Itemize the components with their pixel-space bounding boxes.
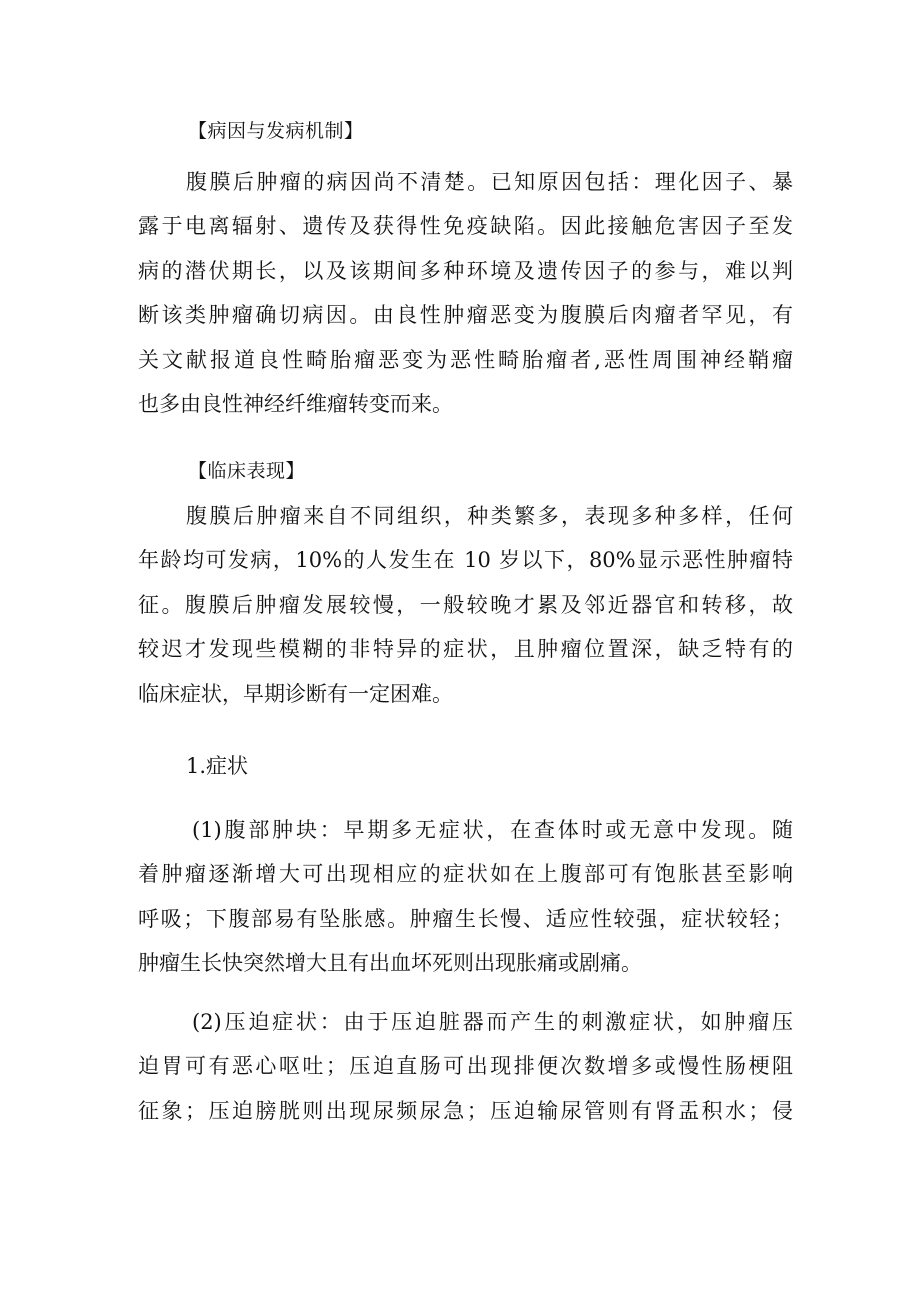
section-heading-etiology: 【病因与发病机制】 [188, 120, 364, 142]
paragraph-line: 也多由良性神经纤维瘤转变而来。 [138, 391, 453, 416]
list-item-compression [138, 1000, 793, 1133]
paragraph-etiology [138, 160, 793, 426]
paragraph-line: (1)腹部肿块：早期多无症状，在查体时或无意中发现。随 [192, 818, 793, 842]
list-item-abdominal-mass [138, 808, 793, 986]
paragraph-line: 腹膜后肿瘤的病因尚不清楚。已知原因包括：理化因子、暴 [186, 170, 793, 194]
paragraph-line: 关文献报道良性畸胎瘤恶变为恶性畸胎瘤者,恶性周围神经鞘瘤 [138, 347, 793, 372]
paragraph-line: 病的潜伏期长，以及该期间多种环境及遗传因子的参与，难以判 [138, 258, 793, 283]
paragraph-line: 较迟才发现些模糊的非特异的症状，且肿瘤位置深，缺乏特有的 [138, 637, 793, 662]
paragraph-line: 断该类肿瘤确切病因。由良性肿瘤恶变为腹膜后肉瘤者罕见，有 [138, 303, 793, 328]
subsection-heading-symptoms: 1.症状 [186, 754, 249, 778]
paragraph-line: (2)压迫症状：由于压迫脏器而产生的刺激症状，如肿瘤压 [192, 1010, 793, 1034]
paragraph-line: 呼吸；下腹部易有坠胀感。肿瘤生长慢、适应性较强，症状较轻； [138, 906, 793, 931]
paragraph-line: 露于电离辐射、遗传及获得性免疫缺陷。因此接触危害因子至发 [138, 214, 793, 239]
paragraph-line: 年龄均可发病，10%的人发生在 10 岁以下，80%显示恶性肿瘤特 [138, 548, 793, 573]
section-heading-clinical: 【临床表现】 [188, 460, 306, 482]
paragraph-line: 着肿瘤逐渐增大可出现相应的症状如在上腹部可有饱胀甚至影响 [138, 862, 793, 887]
paragraph-line: 临床症状，早期诊断有一定困难。 [138, 681, 453, 706]
paragraph-clinical [138, 494, 793, 716]
paragraph-line: 肿瘤生长快突然增大且有出血坏死则出现胀痛或剧痛。 [138, 951, 642, 976]
paragraph-line: 征象；压迫膀胱则出现尿频尿急；压迫输尿管则有肾盂积水；侵 [138, 1098, 793, 1123]
paragraph-line: 迫胃可有恶心呕吐；压迫直肠可出现排便次数增多或慢性肠梗阻 [138, 1054, 793, 1079]
paragraph-line: 腹膜后肿瘤来自不同组织，种类繁多，表现多种多样，任何 [186, 504, 793, 528]
paragraph-line: 征。腹膜后肿瘤发展较慢，一般较晚才累及邻近器官和转移，故 [138, 592, 793, 617]
